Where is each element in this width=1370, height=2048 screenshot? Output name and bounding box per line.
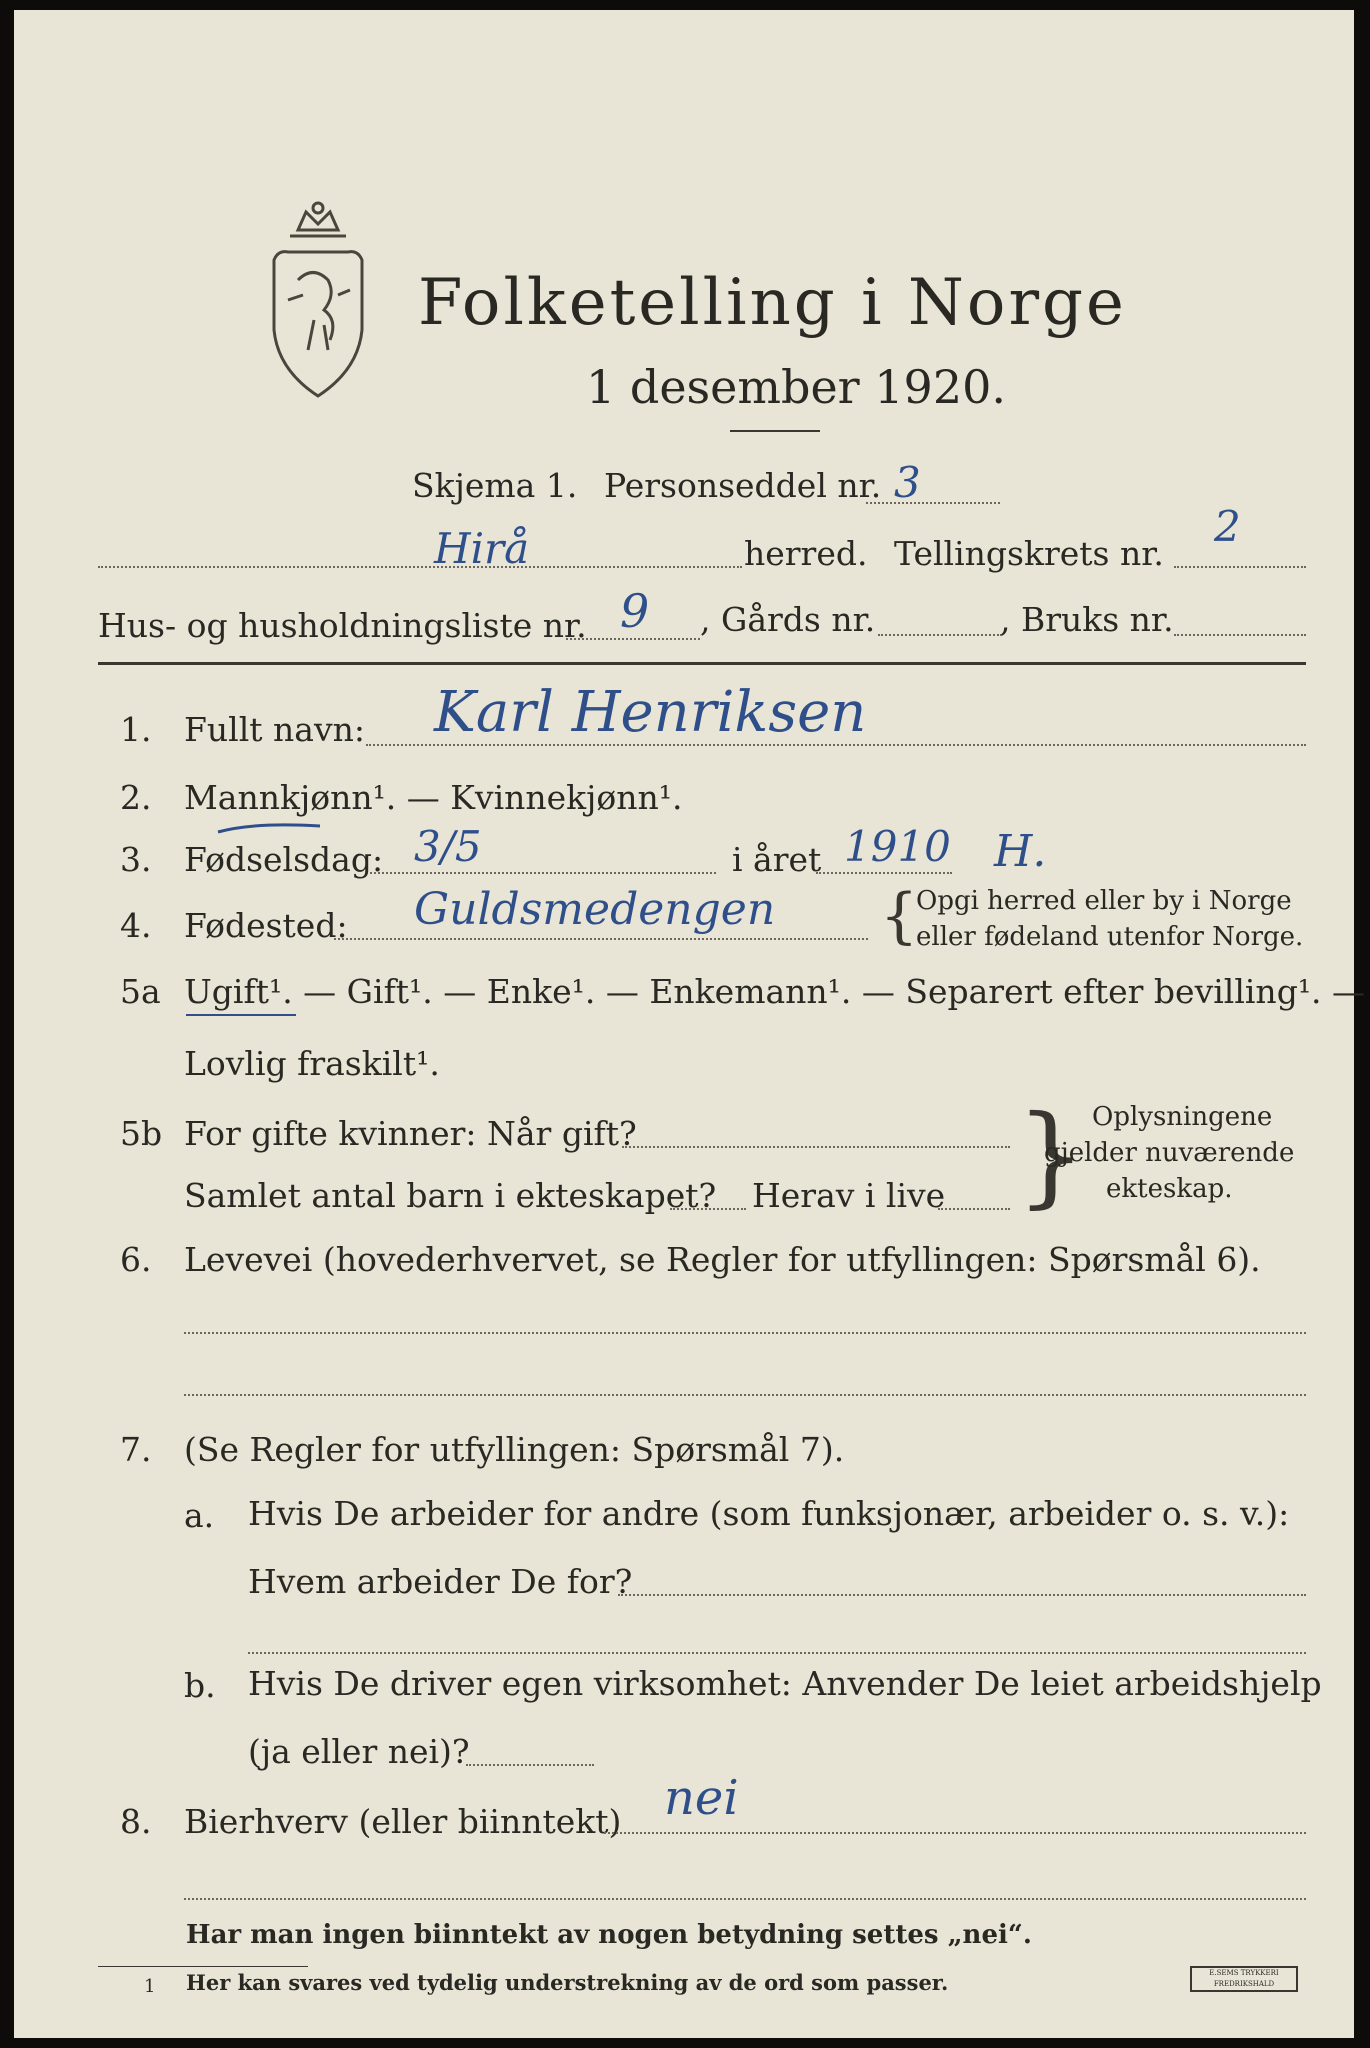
- q3-note: H.: [994, 826, 1047, 877]
- bruks-line: [1174, 634, 1306, 636]
- q6-line-2: [184, 1394, 1306, 1396]
- q4-value: Guldsmedengen: [414, 884, 776, 935]
- q5a-underline-mark: [186, 1014, 296, 1016]
- footnote-rule: [98, 1966, 308, 1967]
- census-form-page: [14, 10, 1366, 2038]
- q5a-text: Ugift¹. — Gift¹. — Enke¹. — Enkemann¹. — Separert efter bevilling¹. —: [184, 972, 1366, 1011]
- q5b-married-line: [622, 1146, 1010, 1148]
- personseddel-value: 3: [894, 458, 921, 507]
- q4-label: Fødested:: [184, 906, 348, 945]
- q5b-alive-line: [938, 1208, 1010, 1210]
- q1-number: 1.: [120, 710, 152, 749]
- q3-year-line: [816, 872, 952, 874]
- q2-underline-mark: [214, 818, 324, 838]
- herred-value: Hirå: [434, 524, 530, 573]
- gards-label: , Gårds nr.: [700, 600, 876, 639]
- q3-number: 3.: [120, 840, 152, 879]
- footnote-number: 1: [144, 1976, 156, 1997]
- q6-number: 6.: [120, 1240, 152, 1279]
- q7b-text: Hvis De driver egen virksomhet: Anvender De leiet arbeidshjelp: [248, 1664, 1322, 1703]
- q8-line-2: [184, 1898, 1306, 1900]
- gards-line: [878, 634, 1002, 636]
- q5a-number: 5a: [120, 972, 161, 1011]
- q4-brace: {: [880, 881, 919, 951]
- q8-number: 8.: [120, 1802, 152, 1841]
- tellingskrets-value: 2: [1214, 502, 1241, 551]
- q2-number: 2.: [120, 778, 152, 817]
- q2-text: Mannkjønn¹. — Kvinnekjønn¹.: [184, 778, 683, 817]
- q5b-label-1: For gifte kvinner: Når gift?: [184, 1114, 637, 1153]
- q5a-text-2: Lovlig fraskilt¹.: [184, 1044, 440, 1083]
- title-divider: [730, 430, 820, 432]
- personseddel-label: Personseddel nr.: [604, 466, 882, 505]
- q4-hint-1: Opgi herred eller by i Norge: [916, 886, 1292, 916]
- census-date: 1 desember 1920.: [586, 360, 1006, 414]
- footnote-text: Her kan svares ved tydelig understrekning av de ord som passer.: [186, 1970, 949, 1995]
- form-title: Folketelling i Norge: [418, 266, 1127, 340]
- header-divider: [98, 662, 1306, 665]
- q7b-number: b.: [184, 1666, 216, 1705]
- q7a-line-1: [618, 1594, 1306, 1596]
- q6-text: Levevei (hovederhvervet, se Regler for utfyllingen: Spørsmål 6).: [184, 1240, 1261, 1279]
- herred-line: [98, 566, 742, 568]
- tellingskrets-label: Tellingskrets nr.: [894, 534, 1164, 573]
- q7-text: (Se Regler for utfyllingen: Spørsmål 7).: [184, 1430, 845, 1469]
- bruks-label: , Bruks nr.: [1000, 600, 1174, 639]
- q5b-label-2: Samlet antal barn i ekteskapet?: [184, 1176, 717, 1215]
- q8-value: nei: [664, 1770, 739, 1826]
- q5b-number: 5b: [120, 1114, 163, 1153]
- q3-value: 3/5: [414, 822, 482, 871]
- coat-of-arms-icon: [258, 200, 378, 400]
- q7a-number: a.: [184, 1496, 215, 1535]
- q5b-hint-2: gjelder nuværende: [1044, 1138, 1295, 1168]
- q3-year-value: 1910: [844, 822, 951, 871]
- q4-hint-2: eller fødeland utenfor Norge.: [916, 922, 1304, 952]
- hus-label: Hus- og husholdningsliste nr.: [98, 606, 587, 645]
- q5b-label-3: Herav i live: [752, 1176, 946, 1215]
- q1-value: Karl Henriksen: [434, 680, 867, 745]
- q5b-hint-1: Oplysningene: [1092, 1102, 1273, 1132]
- schema-label: Skjema 1.: [412, 466, 578, 505]
- footer-note: Har man ingen biinntekt av nogen betydning settes „nei“.: [186, 1920, 1032, 1950]
- q6-line-1: [184, 1332, 1306, 1334]
- q1-label: Fullt navn:: [184, 710, 365, 749]
- q7a-text: Hvis De arbeider for andre (som funksjonær, arbeider o. s. v.):: [248, 1494, 1290, 1533]
- q8-label: Bierhverv (eller biinntekt): [184, 1802, 622, 1841]
- q7b-line: [466, 1764, 594, 1766]
- tellingskrets-line: [1174, 566, 1306, 568]
- q4-line: [334, 938, 868, 940]
- q7a-text-2: Hvem arbeider De for?: [248, 1562, 633, 1601]
- q5b-brace: }: [1016, 1091, 1086, 1219]
- hus-value: 9: [620, 584, 650, 638]
- q7-number: 7.: [120, 1430, 152, 1469]
- q3-year-label: i året: [732, 840, 822, 879]
- q3-line: [370, 872, 716, 874]
- hus-line: [566, 638, 700, 640]
- personseddel-line: [866, 502, 1000, 504]
- q7b-text-2: (ja eller nei)?: [248, 1732, 470, 1771]
- q4-number: 4.: [120, 906, 152, 945]
- q7a-line-2: [248, 1652, 1306, 1654]
- printer-stamp: E.SEMS TRYKKERI FREDRIKSHALD: [1190, 1966, 1298, 1992]
- q8-line: [604, 1832, 1306, 1834]
- q5b-children-line: [670, 1208, 746, 1210]
- q3-label: Fødselsdag:: [184, 840, 384, 879]
- herred-label: herred.: [744, 534, 868, 573]
- q5b-hint-3: ekteskap.: [1106, 1174, 1233, 1204]
